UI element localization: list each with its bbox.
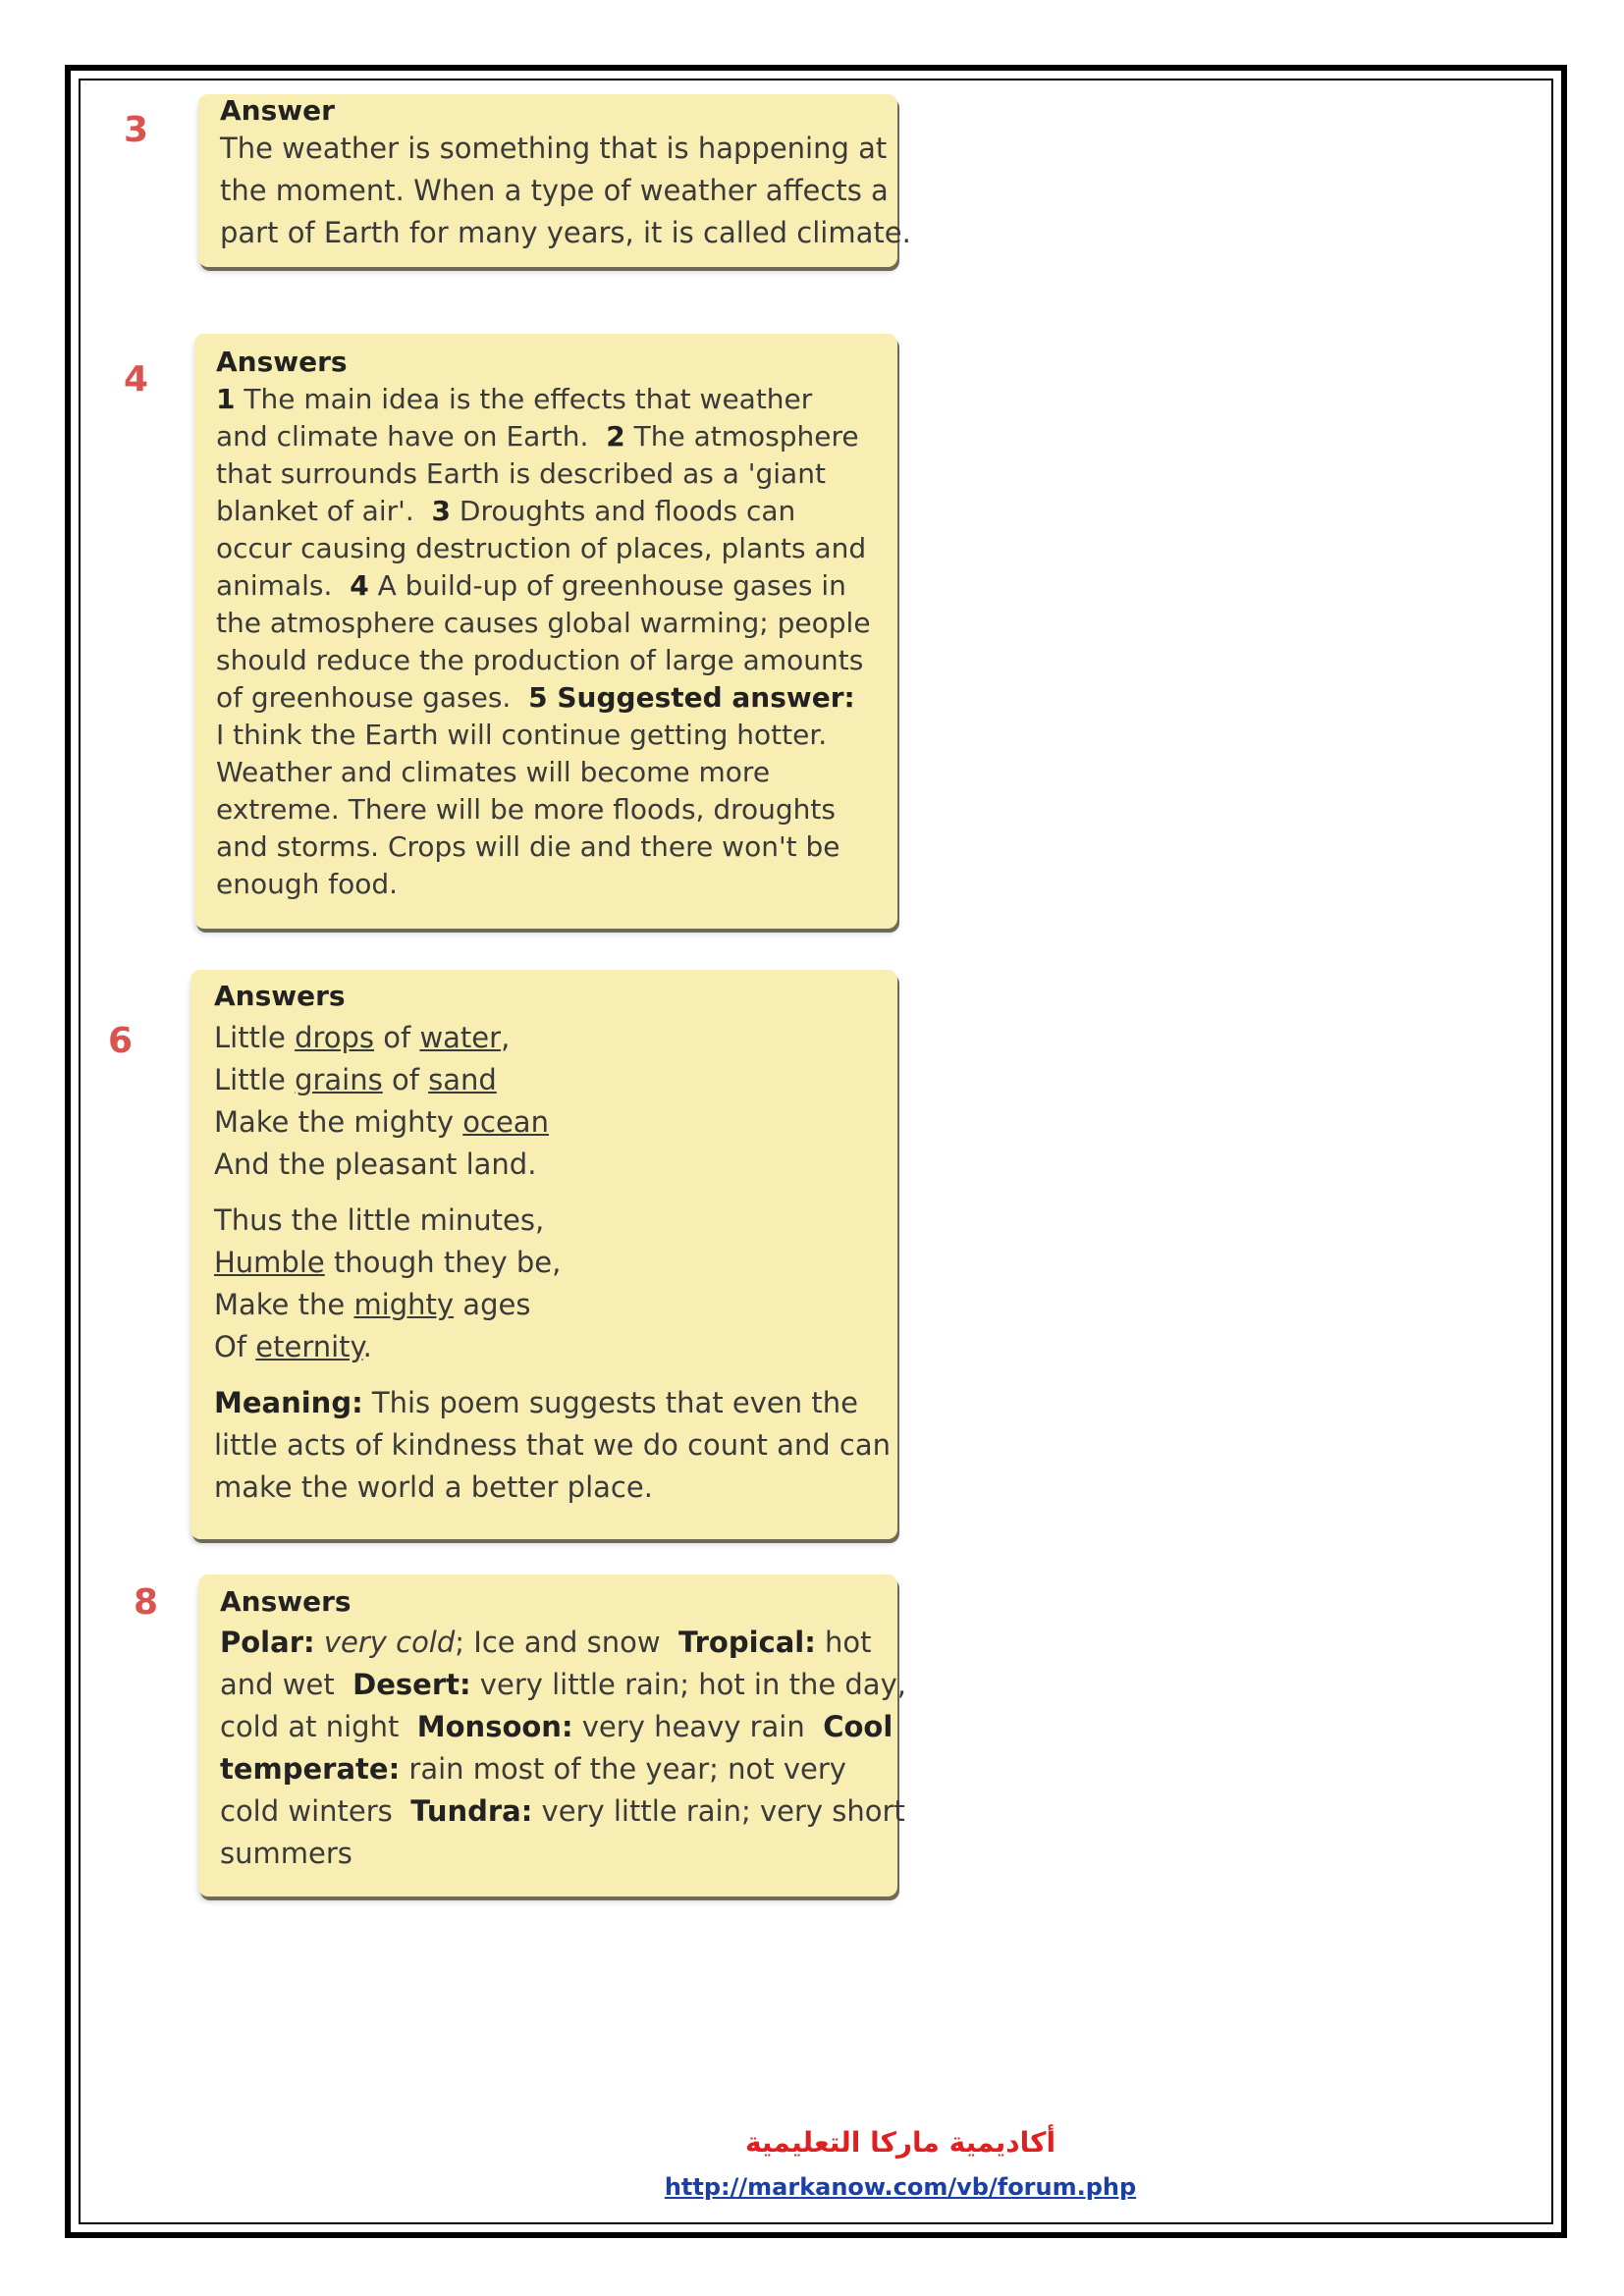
poem-line: Little drops of water, xyxy=(214,1021,511,1054)
text-line: I think the Earth will continue getting hotter. xyxy=(216,719,828,751)
stanza-gap xyxy=(214,1186,884,1200)
item-number: 3 xyxy=(431,495,452,527)
text-line: The weather is something that is happening at xyxy=(220,132,888,165)
poem-line: And the pleasant land. xyxy=(214,1148,537,1181)
question-number-6: 6 xyxy=(108,1021,134,1061)
text-line: the moment. When a type of weather affects a xyxy=(220,174,889,207)
meaning-line: make the world a better place. xyxy=(214,1470,653,1504)
text-line: temperate: rain most of the year; not very xyxy=(220,1752,846,1786)
poem xyxy=(214,1017,892,1509)
text-line: enough food. xyxy=(216,868,399,900)
footer-academy-name: أكاديمية ماركا التعليمية xyxy=(744,2126,1056,2159)
poem-line: Make the mighty ages xyxy=(214,1288,531,1321)
text-line: extreme. There will be more floods, droughts xyxy=(216,793,836,826)
text-line: part of Earth for many years, it is called climate. xyxy=(220,216,911,249)
poem-line: Little grains of sand xyxy=(214,1063,497,1096)
question-number-3: 3 xyxy=(124,110,149,150)
card-body xyxy=(220,1622,906,1875)
meaning-label: Meaning: xyxy=(214,1386,363,1419)
poem-line: Humble though they be, xyxy=(214,1246,562,1279)
text-segment: animals. xyxy=(216,569,333,602)
text-segment: The main idea is the effects that weather xyxy=(235,383,813,415)
footer-forum-link[interactable]: http://markanow.com/vb/forum.php xyxy=(664,2173,1137,2201)
card-body xyxy=(220,128,911,254)
text-line: summers xyxy=(220,1837,352,1870)
text-segment: and climate have on Earth. xyxy=(216,420,589,453)
text-line: cold winters Tundra: very little rain; very short xyxy=(220,1794,905,1828)
item-number: 4 xyxy=(350,569,369,602)
answer-card-4 xyxy=(194,334,897,929)
text-segment: Droughts and floods can xyxy=(451,495,796,527)
text-segment: blanket of air'. xyxy=(216,495,414,527)
poem-line: Make the mighty ocean xyxy=(214,1105,549,1139)
text-line: and storms. Crops will die and there won't be xyxy=(216,830,840,863)
question-number-8: 8 xyxy=(134,1582,159,1623)
question-number-4: 4 xyxy=(124,359,149,400)
text-line: Weather and climates will become more xyxy=(216,756,771,788)
card-title: Answers xyxy=(220,1585,352,1618)
poem-line: Of eternity. xyxy=(214,1330,372,1363)
text-segment: A build-up of greenhouse gases in xyxy=(368,569,846,602)
text-line: cold at night Monsoon: very heavy rain Cool xyxy=(220,1710,893,1743)
item-number: 2 xyxy=(606,420,625,453)
text-line: the atmosphere causes global warming; people xyxy=(216,607,871,639)
card-title: Answers xyxy=(216,346,348,378)
poem-line: Thus the little minutes, xyxy=(214,1203,545,1237)
text-segment: of greenhouse gases. xyxy=(216,681,512,714)
suggested-answer-label: 5 Suggested answer: xyxy=(528,681,855,714)
item-number: 1 xyxy=(216,383,236,415)
answer-card-8 xyxy=(198,1575,906,1896)
text-line: should reduce the production of large amounts xyxy=(216,644,864,676)
card-body xyxy=(216,381,884,903)
text-line: that surrounds Earth is described as a 'giant xyxy=(216,457,826,490)
stanza-gap xyxy=(214,1368,884,1382)
meaning-line: little acts of kindness that we do count and can xyxy=(214,1428,892,1462)
answer-card-3 xyxy=(198,94,911,267)
text-line: occur causing destruction of places, plants and xyxy=(216,532,867,564)
answer-card-6 xyxy=(190,970,897,1539)
card-title: Answers xyxy=(214,980,346,1012)
meaning-line: Meaning: This poem suggests that even the xyxy=(214,1386,858,1419)
text-line: Polar: very cold; Ice and snow Tropical: hot xyxy=(220,1626,872,1659)
card-title: Answer xyxy=(220,94,335,127)
text-line: and wet Desert: very little rain; hot in the day, xyxy=(220,1668,906,1701)
text-segment: The atmosphere xyxy=(624,420,859,453)
